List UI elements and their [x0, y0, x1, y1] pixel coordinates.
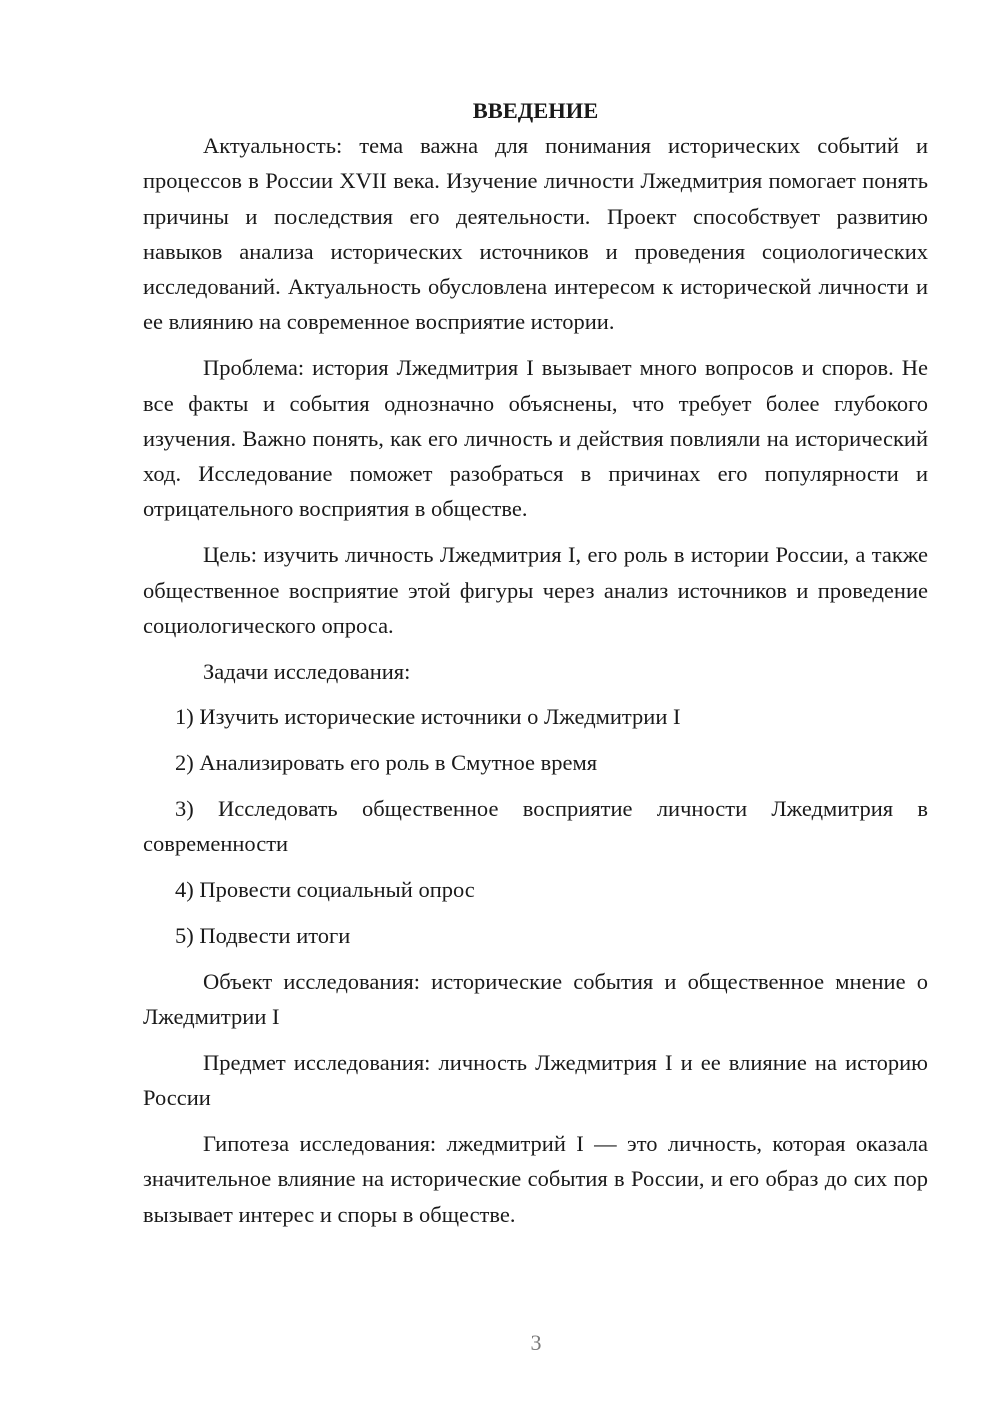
task-item-4: 4) Провести социальный опрос: [175, 877, 475, 903]
page-title: ВВЕДЕНИЕ: [472, 98, 599, 123]
task-item-2: 2) Анализировать его роль в Смутное время: [175, 750, 598, 776]
paragraph-goal: Цель: изучить личность Лжедмитрия I, его роль в истории России, а также общественное восприятие этой фигуры через анализ источников и проведение социологического опроса.: [143, 542, 928, 638]
page-number: 3: [530, 1330, 542, 1355]
paragraph-relevance: Актуальность: тема важна для понимания исторических событий и процессов в России XVII века. Изучение личности Лжедмитрия помогает понять причины и последствия его деятельности. Проект способствует развитию навыков анализа исторических источников и проведения социологических исследований. Актуальность обусловлена интересом к исторической личности и ее влиянию на современное восприятие истории.: [143, 133, 928, 335]
task-item-5: 5) Подвести итоги: [175, 922, 351, 948]
paragraph-subject: Предмет исследования: личность Лжедмитрия I и ее влияние на историю России: [143, 1049, 928, 1111]
page-content: [143, 93, 928, 1232]
paragraph-object: Объект исследования: исторические события и общественное мнение о Лжедмитрии I: [143, 968, 928, 1030]
tasks-heading: Задачи исследования:: [203, 658, 411, 684]
task-item-3: 3) Исследовать общественное восприятие личности Лжедмитрия в современности: [143, 796, 928, 857]
paragraph-problem: Проблема: история Лжедмитрия I вызывает много вопросов и споров. Не все факты и события однозначно объяснены, что требует более глубокого изучения. Важно понять, как его личность и действия повлияли на исторический ход. Исследование поможет разобраться в причинах его популярности и отрицательного восприятия в обществе.: [143, 355, 928, 522]
task-item-1: 1) Изучить исторические источники о Лжедмитрии I: [175, 704, 681, 730]
paragraph-hypothesis: Гипотеза исследования: лжедмитрий I — это личность, которая оказала значительное влияние на исторические события в России, и его образ до сих пор вызывает интерес и споры в обществе.: [143, 1130, 928, 1227]
